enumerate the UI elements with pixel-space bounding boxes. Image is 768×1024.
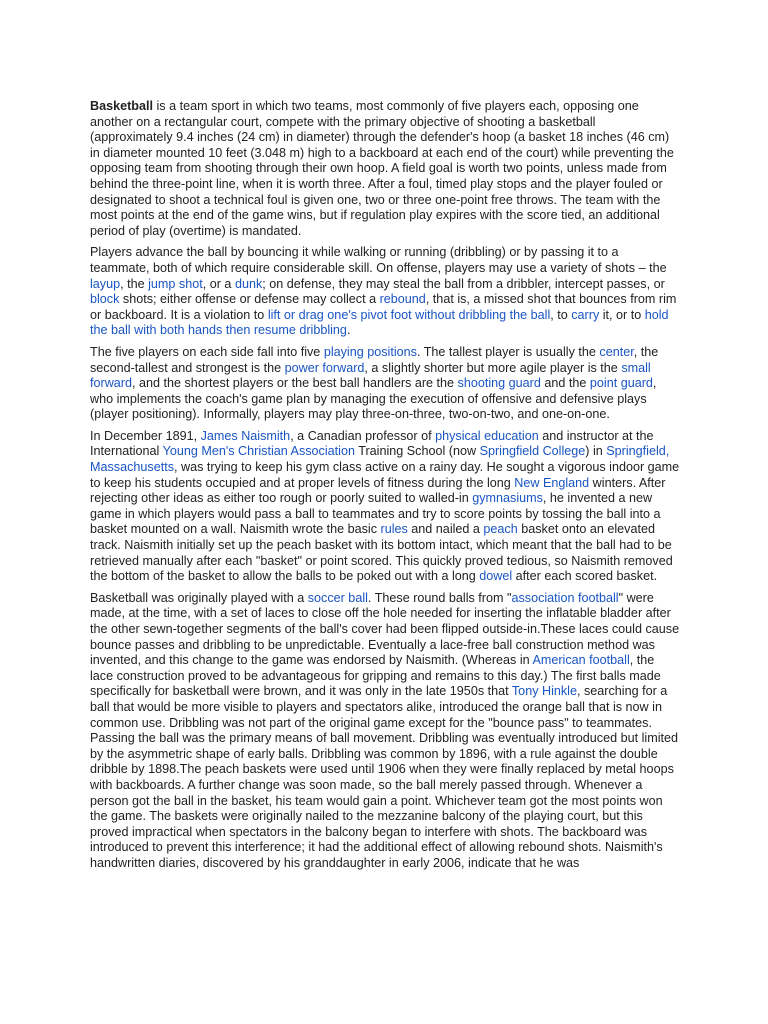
text-run: and the	[540, 376, 590, 391]
wiki-link[interactable]: association football	[511, 590, 619, 605]
wiki-link[interactable]: block	[90, 292, 120, 307]
text-run: . The tallest player is usually the	[416, 344, 600, 359]
wiki-link[interactable]: hold the ball with both hands then resume dribbling	[90, 307, 669, 338]
text-run: .	[346, 323, 351, 338]
wiki-link[interactable]: soccer ball	[307, 590, 368, 605]
paragraph-gameplay	[90, 245, 680, 339]
paragraph-ball-history	[90, 591, 680, 872]
wiki-link[interactable]: layup	[90, 276, 121, 291]
wiki-link[interactable]: New England	[514, 475, 590, 490]
text-run: winters. After rejecting other ideas as either too rough or poorly suited to walled-in	[90, 475, 666, 506]
wiki-link[interactable]: dunk	[234, 276, 263, 291]
wiki-link[interactable]: American football	[532, 653, 630, 668]
wiki-link[interactable]: shooting guard	[457, 376, 541, 391]
text-run: , that is, a missed shot that bounces from rim or backboard. It is a violation to	[90, 292, 677, 322]
wiki-link[interactable]: gymnasiums	[472, 491, 543, 506]
text-run: , he invented a new game in which players would pass a ball to teammates and try to score points by tossing the ball into a basket mounted on a wall. Naismith wrote the basic	[90, 491, 661, 537]
text-run: it, or to	[599, 307, 645, 322]
wiki-link[interactable]: small forward	[90, 360, 651, 391]
wiki-link[interactable]: Tony Hinkle	[511, 684, 577, 699]
text-run: Training School (now	[354, 444, 480, 459]
text-run: The five players on each side fall into five	[90, 344, 324, 359]
paragraph-history	[90, 429, 680, 585]
text-run: , was trying to keep his gym class active on a rainy day. He sought a vigorous indoor game to keep his students occupied and at proper levels of fitness during the long	[90, 460, 680, 490]
text-run: , to	[550, 307, 572, 322]
wiki-link[interactable]: rebound	[379, 292, 426, 307]
text-run: basket onto an elevated track. Naismith initially set up the peach basket with its bottom intact, which meant that the ball had to be retrieved manually after each "basket" or point scored. This quickly proved tedious, so Naismith removed the bottom of the basket to allow the balls to be poked out with a long	[90, 522, 673, 584]
text-run: , searching for a ball that would be more visible to players and spectators alike, introduced the orange ball that is now in common use. Dribbling was not part of the original game except for the "bounce pass" to teammates. Passing the ball was the primary means of ball movement. Dribbling was eventually introduced but limited by the asymmetric shape of early balls. Dribbling was common by 1896, with a rule against the double dribble by 1898.The peach baskets were used until 1906 when they were finally replaced by metal hoops with backboards. A further change was soon made, so the ball merely passed through. Whenever a person got the ball in the basket, his team would gain a point. Whichever team got the most points won the game. The baskets were originally nailed to the mezzanine balcony of the playing court, but this proved impractical when spectators in the balcony began to interfere with shots. The backboard was introduced to prevent this interference; it had the additional effect of allowing rebound shots. Naismith's handwritten diaries, discovered by his granddaughter in early 2006, indicate that he was	[90, 684, 678, 870]
bold-term: Basketball	[90, 99, 153, 113]
paragraph-intro	[90, 99, 680, 239]
text-run: , the	[120, 276, 149, 291]
text-run: after each scored basket.	[512, 569, 658, 584]
wiki-link[interactable]: peach	[483, 522, 518, 537]
text-run: " were made, at the time, with a set of laces to close off the hole needed for inserting the inflatable bladder after the other sewn-together segments of the ball's cover had been flipped outside-in.These laces could cause bounce passes and dribbling to be unpredictable. Eventually a lace-free ball construction method was invented, and this change to the game was endorsed by Naismith. (Whereas in	[90, 590, 680, 668]
text-run: , the lace construction proved to be advantageous for gripping and remains to this day.) The first balls made specifically for basketball were brown, and it was only in the late 1950s that	[90, 653, 661, 699]
text-run: , the second-tallest and strongest is the	[90, 344, 659, 375]
wiki-link[interactable]: dowel	[479, 569, 513, 584]
text-run: ; on defense, they may steal the ball from a dribbler, intercept passes, or	[262, 276, 665, 291]
wiki-link[interactable]: point guard	[589, 376, 653, 391]
text-run: In December 1891,	[90, 428, 201, 443]
text-run: , a slightly shorter but more agile player is the	[364, 360, 622, 375]
text-run: . These round balls from "	[367, 590, 512, 605]
wiki-link[interactable]: Springfield College	[479, 444, 586, 459]
text-run: , or a	[202, 276, 235, 291]
wiki-link[interactable]: physical education	[435, 428, 539, 443]
wiki-link[interactable]: rules	[380, 522, 408, 537]
text-run: , and the shortest players or the best ball handlers are the	[132, 376, 458, 391]
text-run: , a Canadian professor of	[290, 428, 436, 443]
text-run: ) in	[585, 444, 607, 459]
wiki-link[interactable]: jump shot	[148, 276, 203, 291]
text-run: and instructor at the International	[90, 428, 654, 459]
text-run: , who implements the coach's game plan by managing the execution of offensive and defensive plays (player positioning). Informally, players may play three-on-three, two-on-two, and one-on-one.	[90, 376, 657, 422]
wiki-link[interactable]: lift or drag one's pivot foot without dribbling the ball	[267, 307, 551, 322]
paragraph-positions	[90, 345, 680, 423]
text-run: Players advance the ball by bouncing it while walking or running (dribbling) or by passing it to a teammate, both of which require considerable skill. On offense, players may use a variety of shots – the	[90, 245, 667, 275]
wiki-link[interactable]: carry	[571, 307, 600, 322]
wiki-link[interactable]: power forward	[284, 360, 365, 375]
wiki-link[interactable]: James Naismith	[200, 428, 291, 443]
wiki-link[interactable]: Young Men's Christian Association	[162, 444, 355, 459]
text-run: and nailed a	[407, 522, 484, 537]
wiki-link[interactable]: center	[599, 344, 634, 359]
text-run: shots; either offense or defense may collect a	[119, 292, 380, 307]
wiki-link[interactable]: Springfield, Massachusetts	[90, 444, 670, 475]
text-run: Basketball was originally played with a	[90, 590, 308, 605]
text-run: is a team sport in which two teams, most commonly of five players each, opposing one another on a rectangular court, compete with the primary objective of shooting a basketball (approximately 9.4 inches (24 cm) in diameter) through the defender's hoop (a basket 18 inches (46 cm) in diameter mounted 10 feet (3.048 m) high to a backboard at each end of the court) while preventing the opposing team from shooting through their own hoop. A field goal is worth two points, unless made from behind the three-point line, when it is worth three. After a foul, timed play stops and the player fouled or designated to shoot a technical foul is given one, two or three one-point free throws. The team with the most points at the end of the game wins, but if regulation play expires with the score tied, an additional period of play (overtime) is mandated.	[90, 99, 674, 238]
wiki-link[interactable]: playing positions	[323, 344, 417, 359]
